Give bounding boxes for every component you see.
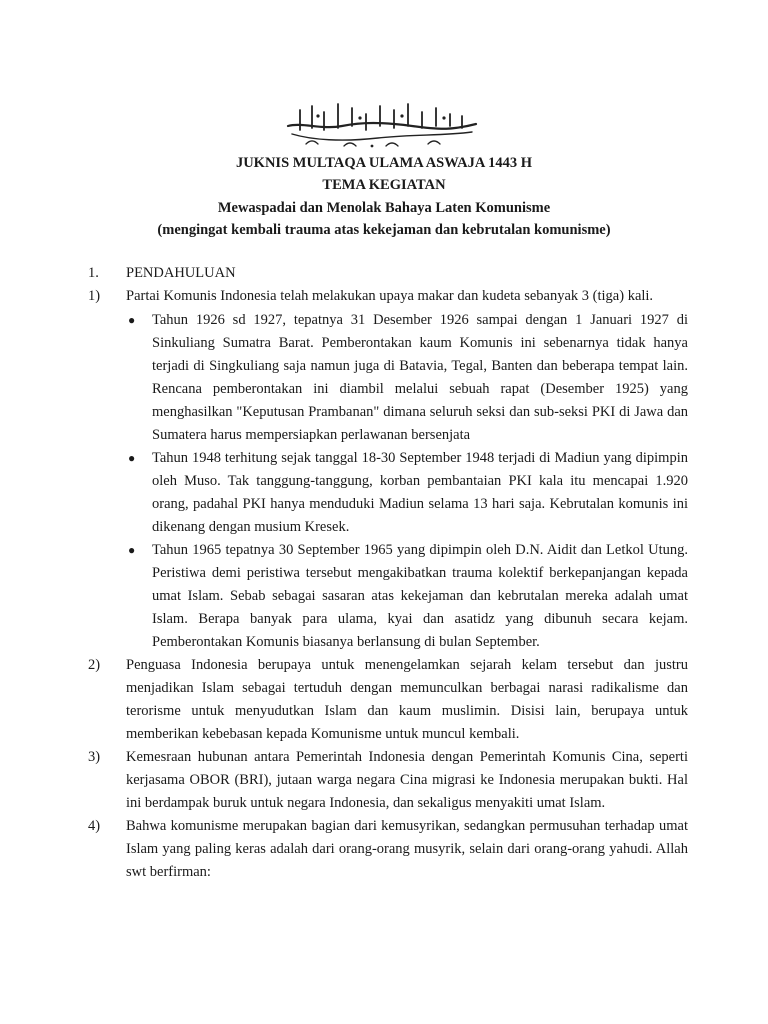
list-item	[88, 815, 688, 884]
bullet-text: Tahun 1926 sd 1927, tepatnya 31 Desember 1926 sampai dengan 1 Januari 1927 di Sinkuliang Sumatra Barat. Pemberontakan kaum Komunis ini sebenarnya tidak hanya terjadi di Singkuliang saja namun juga di Batavia, Tegal, Banten dan beberapa tempat lain. Rencana pemberontakan ini diambil melalui sebuah rapat (Desember 1925) yang menghasilkan "Keputusan Prambanan" dimana seluruh seksi dan sub-seksi PKI di Jawa dan Sumatera harus mempersiapkan perlawanan bersenjata	[152, 312, 688, 443]
theme-heading: TEMA KEGIATAN	[322, 177, 446, 193]
bullet-icon: ●	[128, 451, 136, 465]
section-number: 1.	[88, 265, 99, 281]
bullet-item	[126, 447, 688, 539]
bullet-icon: ●	[128, 543, 136, 557]
list-item	[88, 654, 688, 746]
item-text: Partai Komunis Indonesia telah melakukan upaya makar dan kudeta sebanyak 3 (tiga) kali.	[126, 288, 654, 304]
bullet-item	[126, 309, 688, 447]
theme-subtitle-note: (mengingat kembali trauma atas kekejaman dan kebrutalan komunisme)	[157, 222, 611, 238]
list-item	[88, 285, 688, 308]
list-item	[88, 746, 688, 815]
section-heading	[88, 262, 688, 285]
item-number: 1)	[88, 288, 101, 304]
bismillah-calligraphy	[282, 96, 482, 152]
bullet-text: Tahun 1965 tepatnya 30 September 1965 yang dipimpin oleh D.N. Aidit dan Letkol Utung. Peristiwa demi peristiwa tersebut mengakibatkan trauma kolektif berkepanjangan kepada umat Islam. Sebab sebagai sasaran atas kekejaman dan kebrutalan mereka adalah umat Islam. Berapa banyak para ulama, kyai dan asatidz yang dibunuh secara kejam. Pemberontakan Komunis biasanya berlansung di bulan September.	[152, 542, 688, 650]
bullet-list	[126, 309, 688, 654]
document-body	[88, 262, 688, 884]
bullet-text: Tahun 1948 terhitung sejak tanggal 18-30 September 1948 terjadi di Madiun yang dipimpin oleh Muso. Tak tanggung-tanggung, korban pembantaian PKI kala itu mencapai 1.920 orang, padahal PKI hanya menduduki Madiun selama 13 hari saja. Kebrutalan komunis ini dikenang dengan musium Kresek.	[152, 450, 688, 535]
document-title: JUKNIS MULTAQA ULAMA ASWAJA 1443 H	[235, 155, 533, 171]
theme-subtitle: Mewaspadai dan Menolak Bahaya Laten Komunisme	[217, 200, 551, 216]
item-text: Kemesraan hubunan antara Pemerintah Indonesia dengan Pemerintah Komunis Cina, seperti kerjasama OBOR (BRI), jutaan warga negara Cina migrasi ke Indonesia merupakan bukti. Hal ini berdampak buruk untuk negara Indonesia, dan sekaligus menyakiti umat Islam.	[126, 749, 688, 811]
item-number: 3)	[88, 749, 101, 765]
item-number: 2)	[88, 657, 101, 673]
item-text: Penguasa Indonesia berupaya untuk menengelamkan sejarah kelam tersebut dan justru menjadikan Islam sebagai tertuduh dengan memunculkan berbagai narasi radikalisme dan terorisme untuk menyudutkan Islam dan kaum muslimin. Disisi lain, berupaya untuk memberikan kebebasan kepada Komunisme untuk muncul kembali.	[126, 657, 688, 742]
bullet-item	[126, 539, 688, 654]
section-title: PENDAHULUAN	[126, 265, 236, 281]
bullet-icon: ●	[128, 313, 136, 327]
item-number: 4)	[88, 818, 101, 834]
item-text: Bahwa komunisme merupakan bagian dari kemusyrikan, sedangkan permusuhan terhadap umat Islam yang paling keras adalah dari orang-orang musyrik, selain dari orang-orang yahudi. Allah swt berfirman:	[126, 818, 688, 880]
